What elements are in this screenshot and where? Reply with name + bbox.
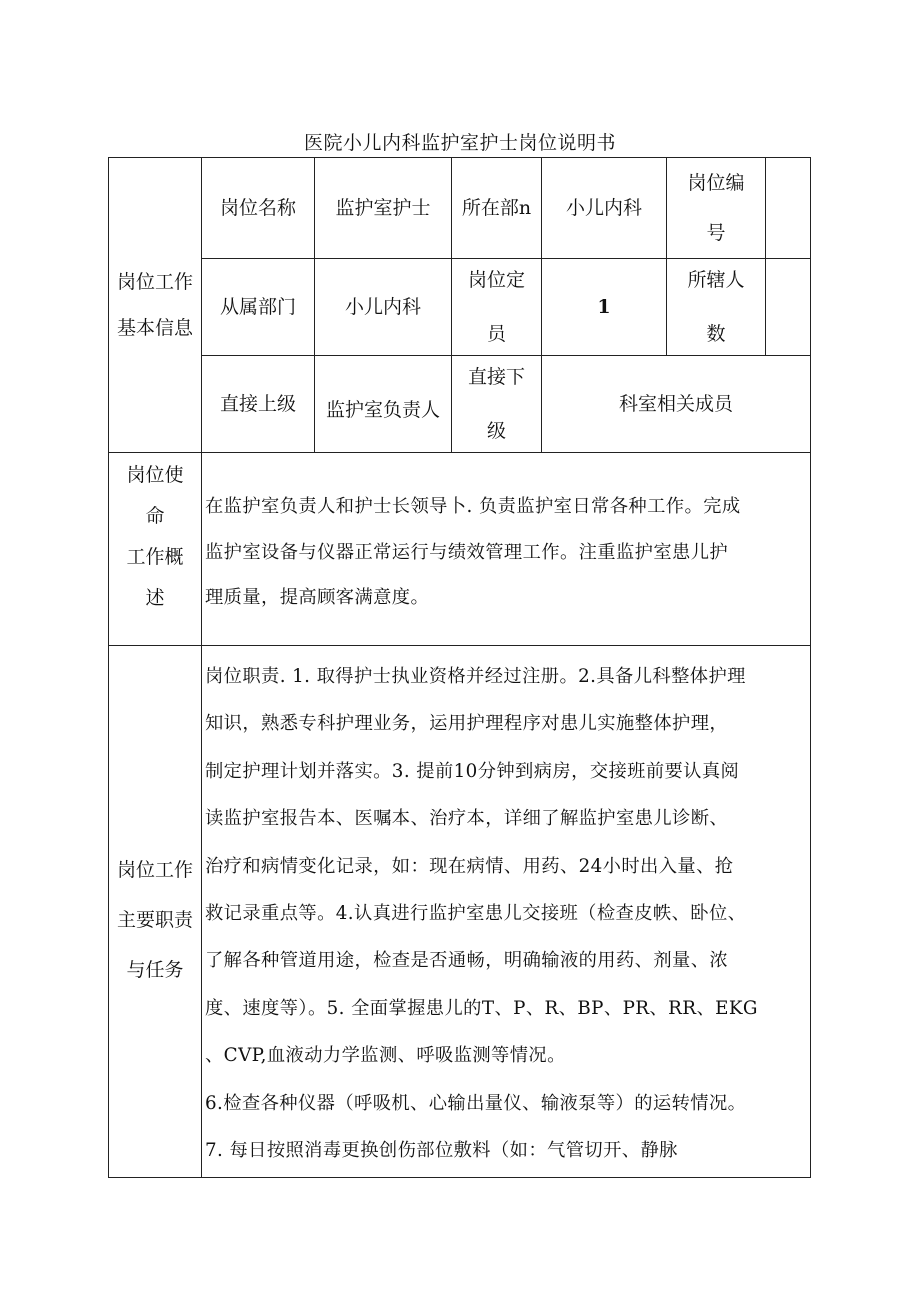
duties-line: 知识，熟悉专科护理业务，运用护理程序对患儿实施整体护理， (205, 713, 729, 735)
direct-subordinate-label: 直接下 级 (467, 366, 525, 442)
dept-value: 小儿内科 (565, 197, 642, 219)
duties-label: 岗位工作 主要职责 与任务 (116, 859, 193, 981)
post-code-label: 岗位编 号 (687, 172, 745, 244)
duties-line: 读监护室报告本、医嘱本、治疗本，详细了解监护室患儿诊断、 (205, 808, 729, 830)
direct-superior-label: 直接上级 (219, 393, 296, 415)
duties-line: 度、速度等）。5. 全面掌握患儿的T、P、R、BP、PR、RR、EKG (205, 997, 758, 1019)
staff-count-label: 所辖人 数 (687, 269, 745, 345)
affiliated-dept-value: 小儿内科 (344, 296, 421, 318)
post-quota-label: 岗位定 员 (467, 269, 525, 345)
post-name-label: 岗位名称 (219, 197, 296, 219)
basic-info-label: 岗位工作 基本信息 (116, 271, 193, 339)
duties-line: 了解各种管道用途，检查是否通畅，明确输液的用药、剂量、浓 (205, 950, 729, 972)
duties-line: 救记录重点等。4.认真进行监护室患儿交接班（检查皮帙、卧位、 (205, 902, 747, 924)
affiliated-dept-label: 从属部门 (219, 296, 296, 318)
post-code-value (766, 158, 810, 258)
page-title: 医院小儿内科监护室护士岗位说明书 (303, 132, 616, 154)
staff-count-value (766, 259, 810, 355)
duties-text (205, 653, 813, 1174)
post-name-value: 监护室护士 (335, 197, 431, 219)
duties-line: 治疗和病情变化记录，如：现在病情、用药、24小时出入量、抢 (205, 855, 734, 877)
duties-line: 制定护理计划并落实。3. 提前10分钟到病房，交接班前要认真阅 (205, 760, 740, 782)
mission-line: 在监护室负责人和护士长领导卜. 负责监护室日常各种工作。完成 (205, 496, 741, 517)
mission-text (205, 484, 813, 621)
post-quota-value: 1 (597, 296, 611, 318)
mission-line: 理质量，提高顾客满意度。 (205, 587, 430, 609)
mission-line: 监护室设备与仪器正常运行与绩效管理工作。注重监护室患儿护 (205, 541, 729, 563)
direct-superior-value: 监护室负责人 (325, 399, 440, 421)
dept-label: 所在部n (461, 197, 532, 219)
duties-line: 、CVP,血液动力学监测、呼吸监测等情况。 (205, 1045, 566, 1067)
mission-label: 岗位使 命 工作概 述 (126, 464, 184, 609)
direct-subordinate-value: 科室相关成员 (618, 393, 733, 415)
duties-line: 7. 每日按照消毒更换创伤部位敷料（如：气管切开、静脉 (205, 1139, 678, 1161)
duties-line: 6.检查各种仪器（呼吸机、心输出量仪、输液泵等）的运转情况。 (205, 1092, 747, 1114)
duties-line: 岗位职责. 1. 取得护士执业资格并经过注册。2.具备儿科整体护理 (205, 666, 746, 687)
